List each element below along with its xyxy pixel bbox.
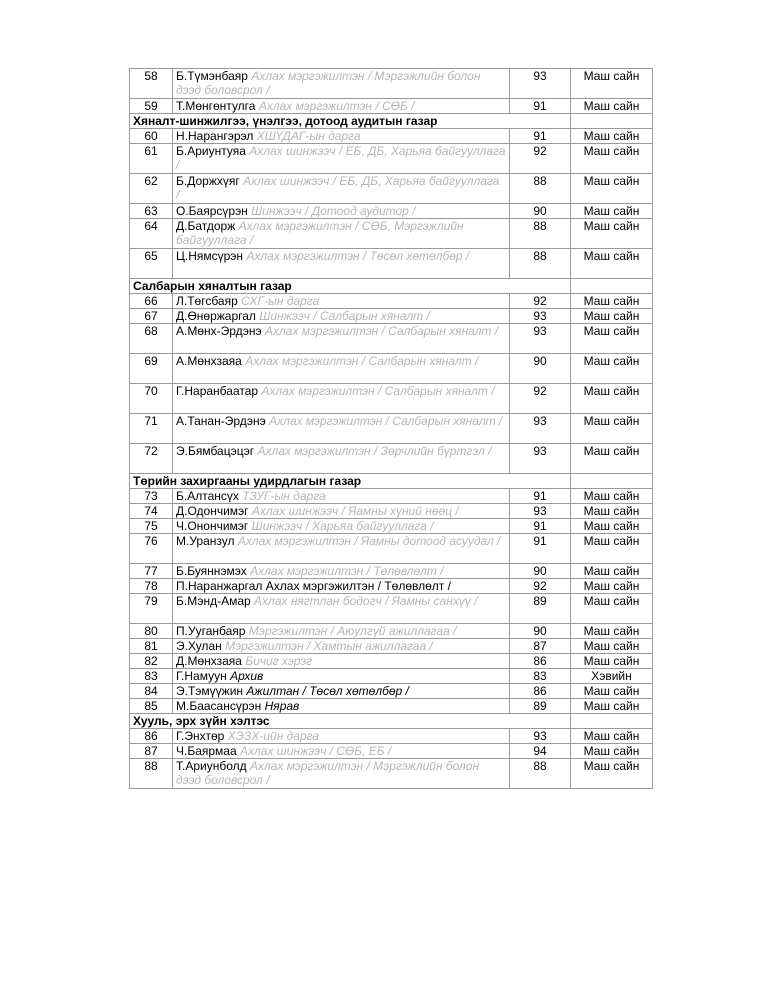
row-number: 74 <box>130 504 173 519</box>
rating: Маш сайн <box>571 309 653 324</box>
row-number: 76 <box>130 534 173 564</box>
employee-position: Мэргэжилтэн / Аюулгүй ажиллагаа / <box>248 624 457 638</box>
row-number: 59 <box>130 99 173 114</box>
employee-position: Бичиг хэрэг <box>245 654 313 668</box>
employee-name: Д.Одончимэг <box>176 504 249 518</box>
row-number: 80 <box>130 624 173 639</box>
employee-cell <box>173 144 510 174</box>
employee-cell <box>173 759 510 789</box>
score: 88 <box>510 219 571 249</box>
section-empty-cell <box>571 714 653 729</box>
employee-cell <box>173 414 510 444</box>
row-number: 88 <box>130 759 173 789</box>
employee-cell <box>173 639 510 654</box>
employee-position: Ахлах мэргэжилтэн / Мэргэжлийн болон дээд боловсрол / <box>176 759 480 787</box>
rating: Маш сайн <box>571 249 653 279</box>
employee-cell <box>173 249 510 279</box>
score: 90 <box>510 354 571 384</box>
table-row <box>130 624 653 639</box>
score: 90 <box>510 204 571 219</box>
rating: Маш сайн <box>571 384 653 414</box>
score: 93 <box>510 444 571 474</box>
table-row <box>130 504 653 519</box>
section-title: Төрийн захиргааны удирдлагын газар <box>130 474 571 489</box>
section-title: Салбарын хяналтын газар <box>130 279 571 294</box>
employee-position: ХШҮДАГ-ын дарга <box>256 129 361 143</box>
score: 86 <box>510 684 571 699</box>
score: 92 <box>510 294 571 309</box>
rating: Маш сайн <box>571 504 653 519</box>
row-number: 73 <box>130 489 173 504</box>
row-number: 64 <box>130 219 173 249</box>
employee-position: Ахлах шинжээч / Яамны хүний нөөц / <box>251 504 459 518</box>
score: 91 <box>510 519 571 534</box>
employee-position: Ахлах мэргэжилтэн / Төсөл хөтөлбөр / <box>246 249 470 263</box>
score: 91 <box>510 99 571 114</box>
employee-position: ТЗУГ-ын дарга <box>242 489 326 503</box>
row-number: 71 <box>130 414 173 444</box>
employee-position: Ахлах шинжээч / ЕБ, ДБ, Харьяа байгууллага / <box>176 174 500 202</box>
section-row <box>130 714 653 729</box>
evaluation-table <box>129 68 653 789</box>
rating: Маш сайн <box>571 99 653 114</box>
score: 94 <box>510 744 571 759</box>
score: 86 <box>510 654 571 669</box>
score: 93 <box>510 504 571 519</box>
employee-name: Л.Төгсбаяр <box>176 294 238 308</box>
employee-cell <box>173 669 510 684</box>
employee-name: Г.Намуун <box>176 669 227 683</box>
employee-position: Нярав <box>264 699 300 713</box>
row-number: 83 <box>130 669 173 684</box>
employee-position: СХГ-ын дарга <box>241 294 320 308</box>
table-row <box>130 744 653 759</box>
employee-name: Б.Доржхүяг <box>176 174 240 188</box>
rating: Маш сайн <box>571 624 653 639</box>
employee-position: Ахлах мэргэжилтэн / Яамны дотоод асуудал / <box>237 534 501 548</box>
employee-name: Т.Мөнгөнтулга <box>176 99 256 113</box>
employee-name: П.Наранжаргал <box>176 579 263 593</box>
rating: Маш сайн <box>571 564 653 579</box>
row-number: 58 <box>130 69 173 99</box>
rating: Маш сайн <box>571 639 653 654</box>
table-row <box>130 519 653 534</box>
row-number: 72 <box>130 444 173 474</box>
employee-position: Ахлах мэргэжилтэн / Салбарын хяналт / <box>245 354 479 368</box>
row-number: 61 <box>130 144 173 174</box>
table-row <box>130 489 653 504</box>
employee-position: Шинжээч / Дотоод аудитор / <box>251 204 416 218</box>
score: 93 <box>510 729 571 744</box>
employee-cell <box>173 744 510 759</box>
table-row <box>130 759 653 789</box>
table-row <box>130 249 653 279</box>
employee-cell <box>173 444 510 474</box>
table-row <box>130 564 653 579</box>
score: 87 <box>510 639 571 654</box>
row-number: 60 <box>130 129 173 144</box>
employee-name: Б.Буяннэмэх <box>176 564 247 578</box>
score: 89 <box>510 699 571 714</box>
employee-name: Д.Өнөржаргал <box>176 309 256 323</box>
table-row <box>130 699 653 714</box>
row-number: 69 <box>130 354 173 384</box>
employee-cell <box>173 564 510 579</box>
rating: Маш сайн <box>571 324 653 354</box>
employee-position: Мэргэжилтэн / Хамтын ажиллагаа / <box>225 639 433 653</box>
score: 93 <box>510 414 571 444</box>
section-row <box>130 114 653 129</box>
score: 91 <box>510 129 571 144</box>
employee-position: Ахлах мэргэжилтэн / Зөрчлийн бүртгэл / <box>257 444 492 458</box>
rating: Хэвийн <box>571 669 653 684</box>
row-number: 75 <box>130 519 173 534</box>
employee-cell <box>173 594 510 624</box>
row-number: 66 <box>130 294 173 309</box>
rating: Маш сайн <box>571 354 653 384</box>
employee-name: Ч.Онончимэг <box>176 519 249 533</box>
employee-name: Т.Ариунболд <box>176 759 247 773</box>
employee-cell <box>173 219 510 249</box>
rating: Маш сайн <box>571 489 653 504</box>
table-row <box>130 684 653 699</box>
row-number: 79 <box>130 594 173 624</box>
table-row <box>130 354 653 384</box>
score: 83 <box>510 669 571 684</box>
rating: Маш сайн <box>571 414 653 444</box>
table-row <box>130 294 653 309</box>
employee-cell <box>173 684 510 699</box>
employee-position: Ахлах нягтлан бодогч / Яамны санхүү / <box>254 594 478 608</box>
table-row <box>130 444 653 474</box>
rating: Маш сайн <box>571 294 653 309</box>
employee-cell <box>173 504 510 519</box>
employee-position: Ахлах мэргэжилтэн / Төлөвлөлт / <box>250 564 444 578</box>
employee-position: Шинжээч / Салбарын хяналт / <box>259 309 430 323</box>
employee-cell <box>173 624 510 639</box>
employee-name: Ц.Нямсүрэн <box>176 249 244 263</box>
score: 92 <box>510 384 571 414</box>
table-row <box>130 729 653 744</box>
table-row <box>130 219 653 249</box>
row-number: 67 <box>130 309 173 324</box>
score: 90 <box>510 564 571 579</box>
rating: Маш сайн <box>571 594 653 624</box>
employee-name: М.Баасансүрэн <box>176 699 262 713</box>
rating: Маш сайн <box>571 204 653 219</box>
rating: Маш сайн <box>571 144 653 174</box>
employee-position: ХЭЗХ-ийн дарга <box>227 729 320 743</box>
section-empty-cell <box>571 114 653 129</box>
employee-cell <box>173 699 510 714</box>
employee-name: Д.Мөнхзаяа <box>176 654 242 668</box>
table-body <box>130 69 653 789</box>
employee-position: Ахлах мэргэжилтэн / СӨБ / <box>258 99 415 113</box>
employee-cell <box>173 204 510 219</box>
employee-name: Д.Батдорж <box>176 219 236 233</box>
employee-position: Ахлах мэргэжилтэн / Салбарын хяналт / <box>265 324 499 338</box>
score: 88 <box>510 174 571 204</box>
employee-position: Шинжээч / Харьяа байгууллага / <box>251 519 434 533</box>
employee-name: Б.Алтансүх <box>176 489 239 503</box>
employee-position: Ахлах мэргэжилтэн / СӨБ, Мэргэжлийн байгууллага / <box>176 219 464 247</box>
employee-name: Э.Тэмүүжин <box>176 684 244 698</box>
employee-cell <box>173 729 510 744</box>
score: 92 <box>510 144 571 174</box>
employee-position: Ахлах шинжээч / СӨБ, ЕБ / <box>240 744 392 758</box>
employee-cell <box>173 489 510 504</box>
row-number: 68 <box>130 324 173 354</box>
score: 88 <box>510 759 571 789</box>
employee-name: А.Танан-Эрдэнэ <box>176 414 266 428</box>
employee-cell <box>173 99 510 114</box>
employee-cell <box>173 519 510 534</box>
employee-name: Б.Түмэнбаяр <box>176 69 248 83</box>
row-number: 63 <box>130 204 173 219</box>
table-row <box>130 669 653 684</box>
section-empty-cell <box>571 474 653 489</box>
row-number: 65 <box>130 249 173 279</box>
score: 90 <box>510 624 571 639</box>
employee-name: Б.Мэнд-Амар <box>176 594 251 608</box>
employee-cell <box>173 69 510 99</box>
employee-position: Ахлах мэргэжилтэн / Мэргэжлийн болон дээд боловсрол / <box>176 69 481 97</box>
table-row <box>130 309 653 324</box>
table-row <box>130 99 653 114</box>
score: 93 <box>510 69 571 99</box>
employee-position: Ахлах мэргэжилтэн / Салбарын хяналт / <box>269 414 503 428</box>
employee-cell <box>173 174 510 204</box>
table-row <box>130 534 653 564</box>
score: 92 <box>510 579 571 594</box>
rating: Маш сайн <box>571 684 653 699</box>
employee-cell <box>173 534 510 564</box>
rating: Маш сайн <box>571 654 653 669</box>
employee-name: Э.Бямбацэцэг <box>176 444 255 458</box>
section-row <box>130 474 653 489</box>
score: 88 <box>510 249 571 279</box>
section-row <box>130 279 653 294</box>
rating: Маш сайн <box>571 699 653 714</box>
rating: Маш сайн <box>571 174 653 204</box>
score: 89 <box>510 594 571 624</box>
employee-name: А.Мөнх-Эрдэнэ <box>176 324 262 338</box>
employee-name: П.Ууганбаяр <box>176 624 246 638</box>
table-row <box>130 324 653 354</box>
score: 93 <box>510 324 571 354</box>
employee-name: М.Уранзул <box>176 534 235 548</box>
employee-name: О.Баярсүрэн <box>176 204 248 218</box>
rating: Маш сайн <box>571 729 653 744</box>
rating: Маш сайн <box>571 744 653 759</box>
section-title: Хяналт-шинжилгээ, үнэлгээ, дотоод аудитын газар <box>130 114 571 129</box>
score: 91 <box>510 489 571 504</box>
row-number: 87 <box>130 744 173 759</box>
employee-cell <box>173 294 510 309</box>
employee-cell <box>173 579 510 594</box>
rating: Маш сайн <box>571 519 653 534</box>
section-title: Хууль, эрх зүйн хэлтэс <box>130 714 571 729</box>
row-number: 81 <box>130 639 173 654</box>
employee-name: Н.Нарангэрэл <box>176 129 254 143</box>
rating: Маш сайн <box>571 444 653 474</box>
employee-position: Ахлах мэргэжилтэн / Төлөвлөлт / <box>265 579 451 593</box>
rating: Маш сайн <box>571 579 653 594</box>
employee-cell <box>173 354 510 384</box>
section-empty-cell <box>571 279 653 294</box>
rating: Маш сайн <box>571 129 653 144</box>
employee-cell <box>173 654 510 669</box>
employee-position: Ахлах мэргэжилтэн / Салбарын хяналт / <box>261 384 495 398</box>
rating: Маш сайн <box>571 219 653 249</box>
table-row <box>130 594 653 624</box>
employee-cell <box>173 324 510 354</box>
score: 91 <box>510 534 571 564</box>
table-row <box>130 174 653 204</box>
employee-name: Г.Наранбаатар <box>176 384 259 398</box>
employee-position: Ахлах шинжээч / ЕБ, ДБ, Харьяа байгууллага / <box>176 144 506 172</box>
table-row <box>130 639 653 654</box>
row-number: 82 <box>130 654 173 669</box>
row-number: 85 <box>130 699 173 714</box>
table-row <box>130 129 653 144</box>
row-number: 78 <box>130 579 173 594</box>
employee-cell <box>173 129 510 144</box>
rating: Маш сайн <box>571 69 653 99</box>
table-row <box>130 144 653 174</box>
table-row <box>130 579 653 594</box>
table-row <box>130 204 653 219</box>
employee-name: Б.Ариунтуяа <box>176 144 246 158</box>
employee-position: Ажилтан / Төсөл хөтөлбөр / <box>246 684 409 698</box>
table-row <box>130 654 653 669</box>
table-row <box>130 414 653 444</box>
row-number: 84 <box>130 684 173 699</box>
score: 93 <box>510 309 571 324</box>
row-number: 70 <box>130 384 173 414</box>
rating: Маш сайн <box>571 534 653 564</box>
employee-name: А.Мөнхзаяа <box>176 354 242 368</box>
employee-name: Э.Хулан <box>176 639 222 653</box>
row-number: 86 <box>130 729 173 744</box>
row-number: 62 <box>130 174 173 204</box>
employee-position: Архив <box>230 669 264 683</box>
employee-name: Г.Энхтөр <box>176 729 225 743</box>
row-number: 77 <box>130 564 173 579</box>
table-row <box>130 384 653 414</box>
employee-name: Ч.Баярмаа <box>176 744 237 758</box>
table-row <box>130 69 653 99</box>
rating: Маш сайн <box>571 759 653 789</box>
employee-cell <box>173 309 510 324</box>
employee-cell <box>173 384 510 414</box>
